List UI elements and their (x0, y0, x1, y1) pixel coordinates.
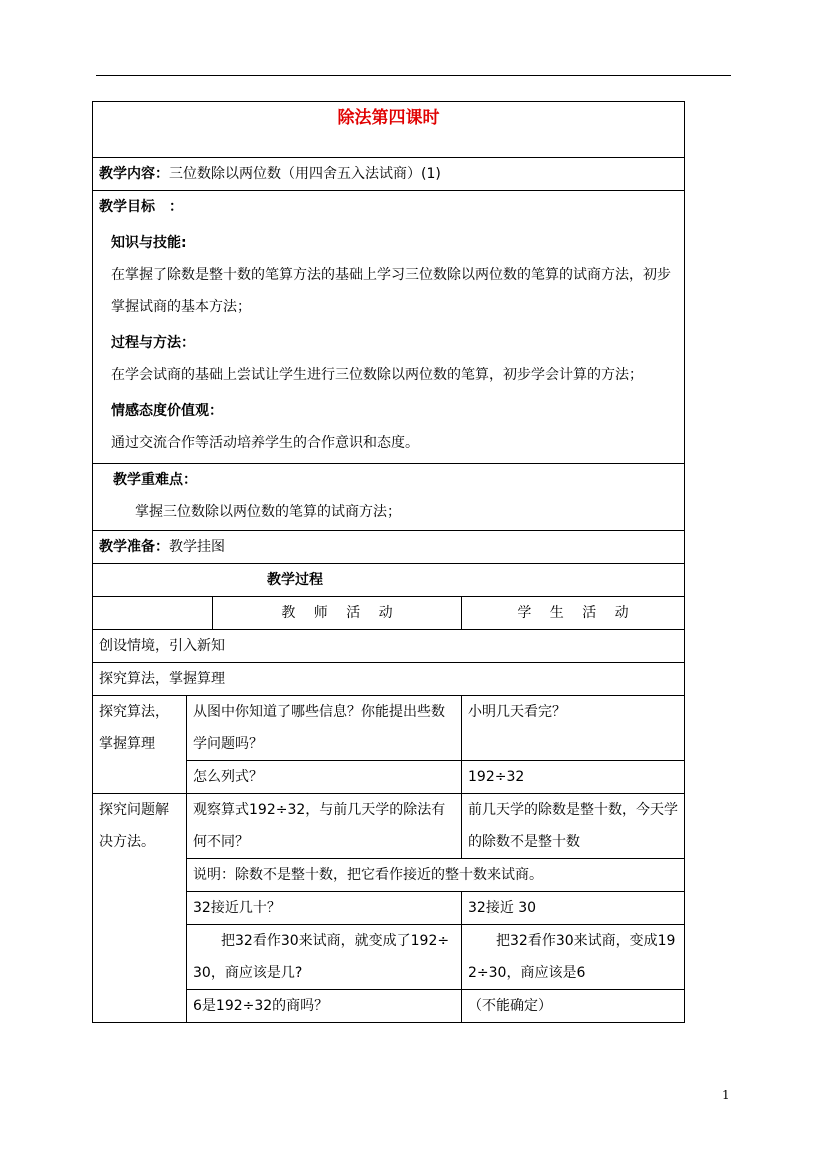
group2-teacher-4: 6是192÷32的商吗？ (187, 990, 462, 1023)
goals-cell (93, 191, 685, 464)
group2-student-2: 32接近 30 (462, 892, 685, 925)
process-header-text: 教学过程 (267, 572, 323, 588)
prep-text: 教学挂图 (169, 539, 225, 555)
key-points-text: 掌握三位数除以两位数的笔算的试商方法； (135, 504, 401, 520)
prep-label: 教学准备： (99, 539, 169, 555)
group2-student-4: （不能确定） (462, 990, 685, 1023)
process-text: 在学会试商的基础上尝试让学生进行三位数除以两位数的笔算，初步学会计算的方法； (111, 367, 643, 383)
empty-header-cell (93, 597, 213, 630)
content-text: 三位数除以两位数（用四舍五入法试商）(1) (169, 166, 441, 182)
lesson-plan-table (92, 101, 685, 1023)
key-points-cell (93, 464, 685, 531)
emotion-text: 通过交流合作等活动培养学生的合作意识和态度。 (111, 435, 419, 451)
group2-note: 说明：除数不是整十数，把它看作接近的整十数来试商。 (187, 859, 685, 892)
group1-student-2: 192÷32 (462, 761, 685, 794)
group2-teacher-3: 把32看作30来试商，就变成了192÷30，商应该是几? (187, 925, 462, 990)
group1-label: 探究算法，掌握算理 (93, 696, 187, 794)
group2-label: 探究问题解决方法。 (93, 794, 187, 1023)
group2-teacher-1: 观察算式192÷32，与前几天学的除法有何不同？ (187, 794, 462, 859)
teacher-col-header: 教 师 活 动 (213, 597, 462, 630)
content-row (93, 158, 685, 191)
section-situation: 创设情境，引入新知 (93, 630, 685, 663)
key-points-label: 教学重难点： (113, 472, 197, 488)
header-rule (96, 75, 731, 76)
lesson-title: 除法第四课时 (93, 102, 685, 158)
group1-teacher-2: 怎么列式？ (187, 761, 462, 794)
emotion-label: 情感态度价值观： (111, 403, 223, 419)
knowledge-text: 在掌握了除数是整十数的笔算方法的基础上学习三位数除以两位数的笔算的试商方法，初步掌握试商的基本方法； (111, 267, 671, 315)
goals-label: 教学目标 ： (99, 199, 183, 215)
page-number: 1 (722, 1088, 730, 1102)
group1-teacher-1: 从图中你知道了哪些信息？你能提出些数学问题吗？ (187, 696, 462, 761)
group2-teacher-2: 32接近几十？ (187, 892, 462, 925)
group2-student-1: 前几天学的除数是整十数，今天学的除数不是整十数 (462, 794, 685, 859)
process-header (93, 564, 685, 597)
group2-student-3: 把32看作30来试商，变成192÷30，商应该是6 (462, 925, 685, 990)
group1-student-1: 小明几天看完？ (462, 696, 685, 761)
knowledge-label: 知识与技能: (111, 235, 187, 251)
prep-row (93, 531, 685, 564)
student-col-header: 学 生 活 动 (462, 597, 685, 630)
section-explore: 探究算法，掌握算理 (93, 663, 685, 696)
process-label: 过程与方法： (111, 335, 195, 351)
content-label: 教学内容： (99, 166, 169, 182)
